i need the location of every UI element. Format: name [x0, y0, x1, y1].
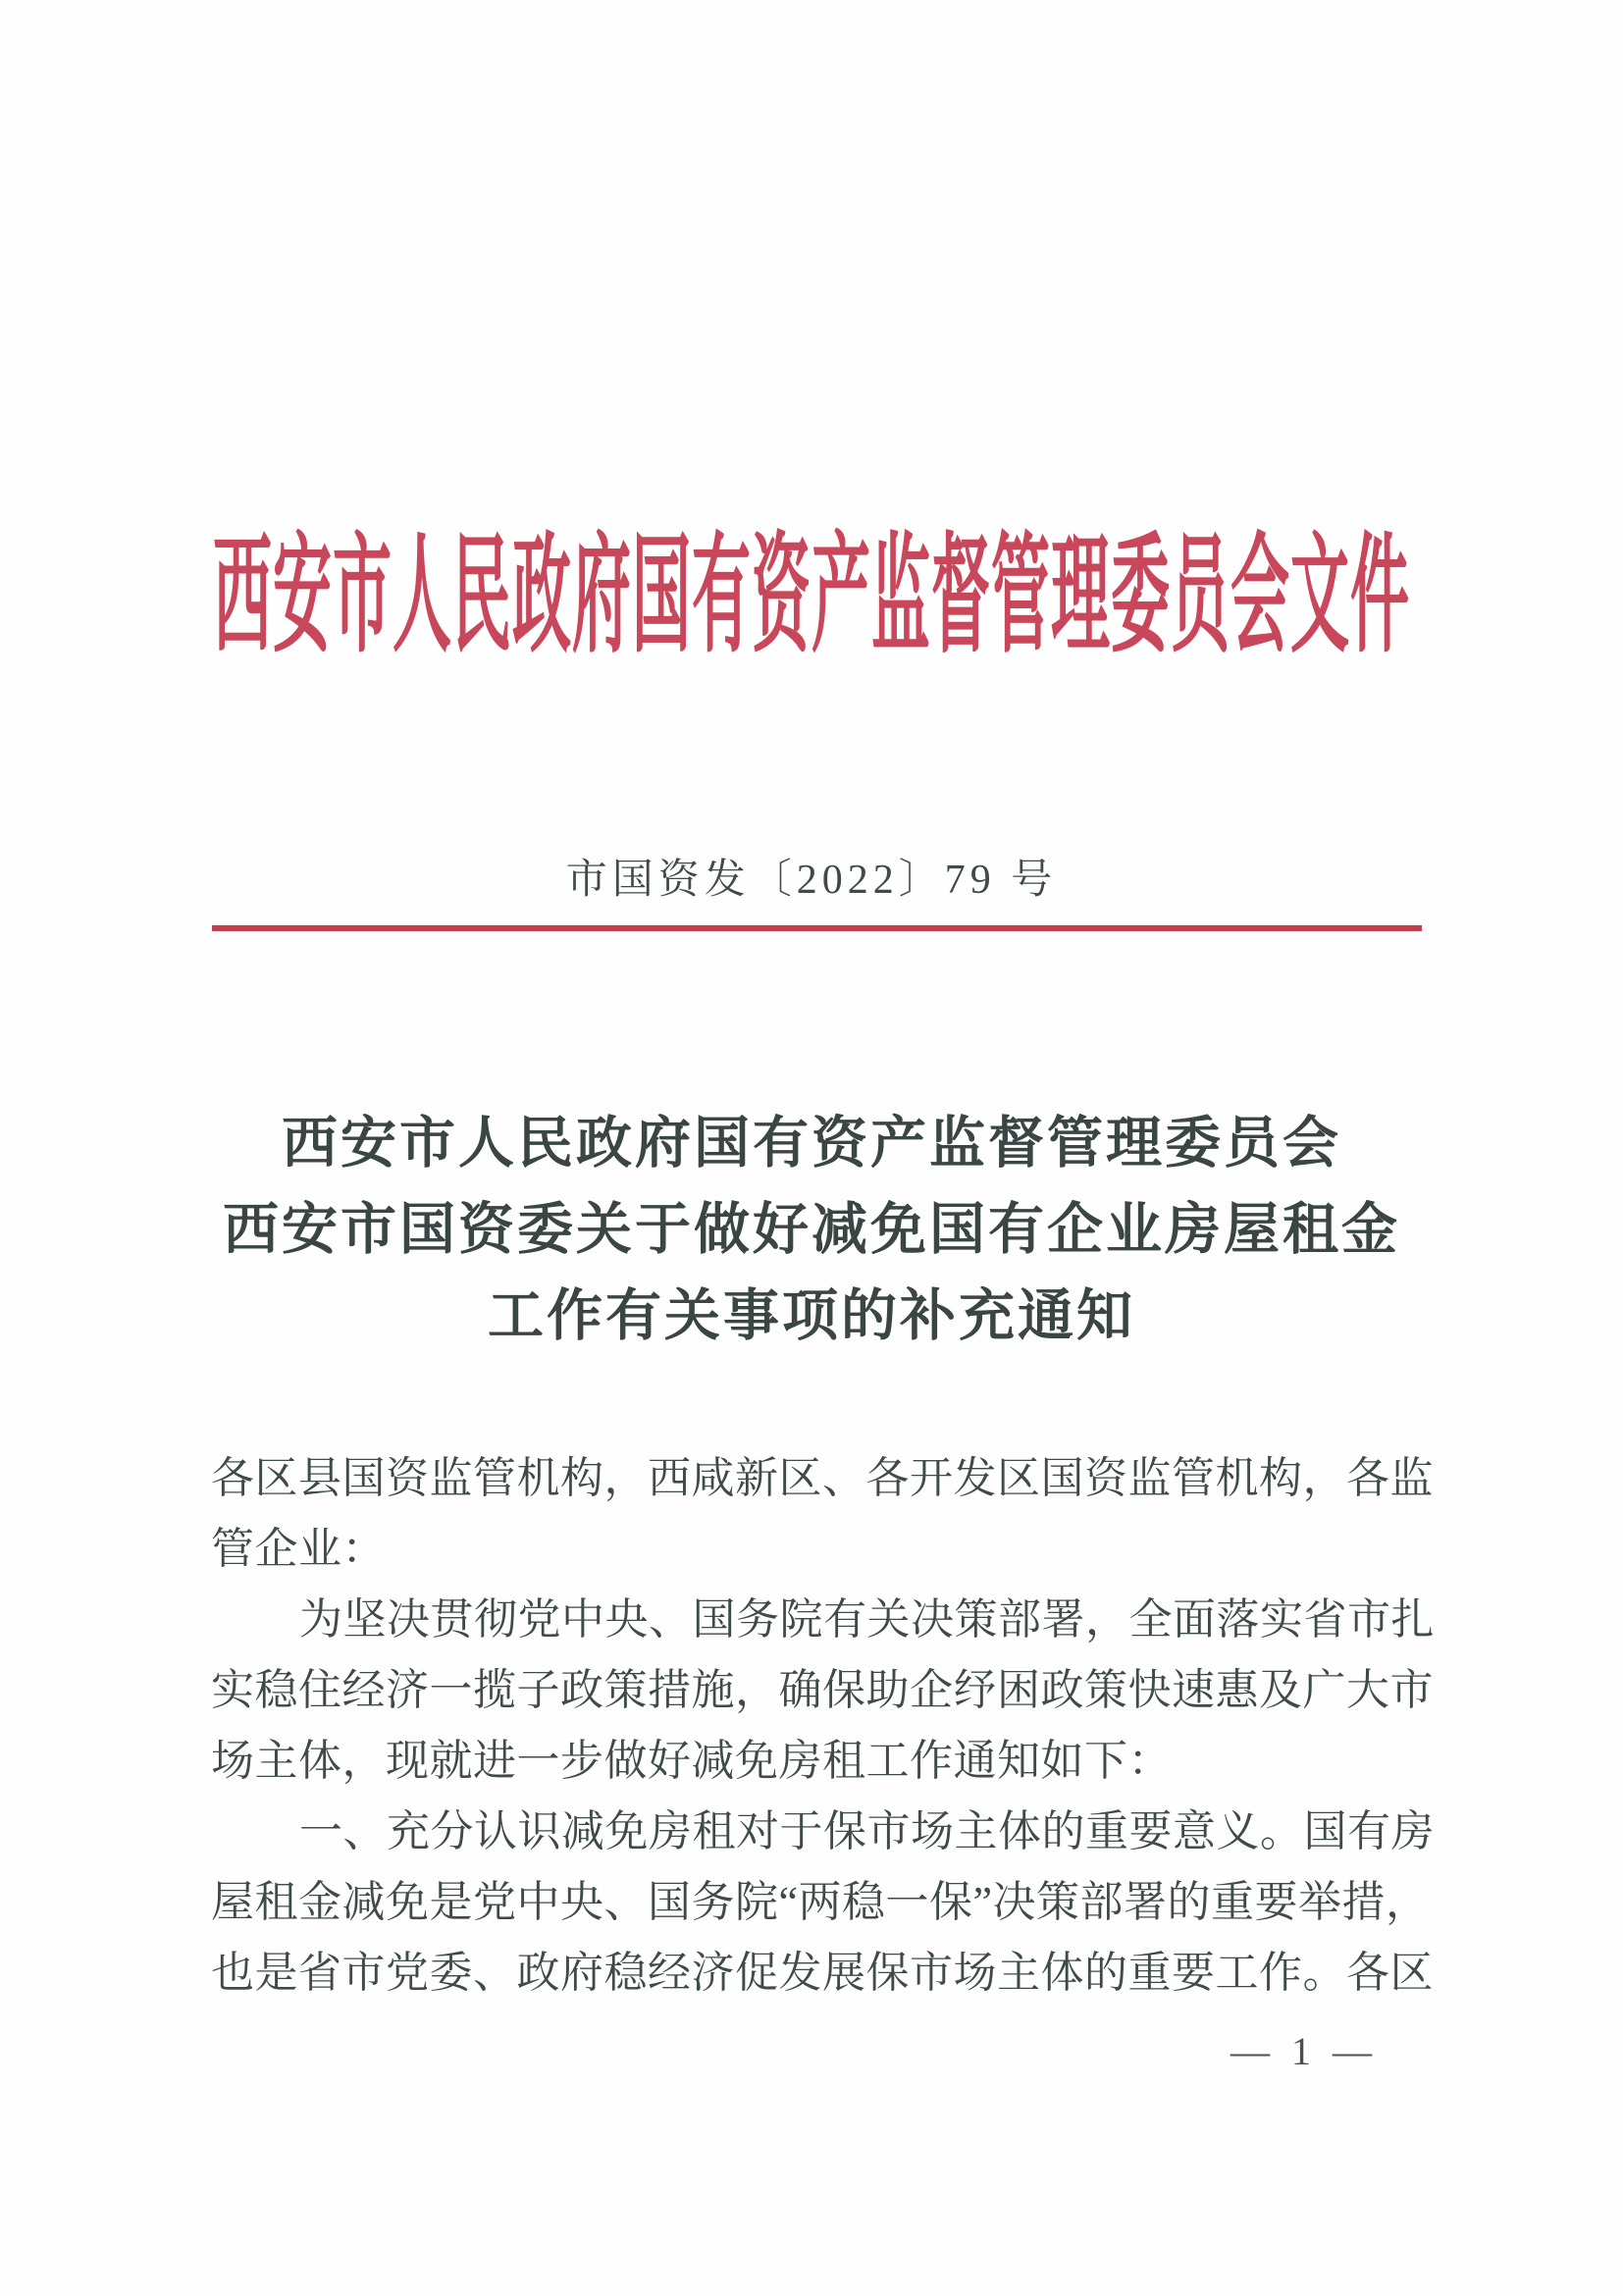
- body-line-section-1-cont-2: 也是省市党委、政府稳经济促发展保市场主体的重要工作。各区: [211, 1949, 1434, 1997]
- letterhead-title: 西安市人民政府国有资产监督管理委员会文件: [213, 525, 1410, 668]
- body-line-paragraph-1-cont: 实稳住经济一揽子政策措施，确保助企纾困政策快速惠及广大市: [211, 1666, 1434, 1714]
- body-line-salutation-1: 各区县国资监管机构，西咸新区、各开发区国资监管机构，各监: [211, 1454, 1434, 1502]
- letterhead-divider-line: [212, 925, 1422, 931]
- document-title-line-1: 西安市人民政府国有资产监督管理委员会: [282, 1113, 1341, 1174]
- body-line-salutation-2: 管企业：: [211, 1525, 386, 1573]
- body-line-section-1-start: 一、充分认识减免房租对于保市场主体的重要意义。国有房: [299, 1807, 1435, 1855]
- body-line-section-1-cont: 屋租金减免是党中央、国务院“两稳一保”决策部署的重要举措，: [211, 1878, 1430, 1926]
- body-line-paragraph-1-start: 为坚决贯彻党中央、国务院有关决策部署，全面落实省市扎: [299, 1595, 1435, 1644]
- body-line-paragraph-1-end: 场主体，现就进一步做好减免房租工作通知如下：: [211, 1737, 1172, 1785]
- page-number: — 1 —: [1230, 2029, 1378, 2073]
- document-number: 市国资发〔2022〕79 号: [565, 858, 1058, 903]
- document-title: [0, 1101, 1623, 1360]
- document-title-line-2: 西安市国资委关于做好减免国有企业房屋租金: [223, 1199, 1400, 1261]
- document-title-line-3: 工作有关事项的补充通知: [488, 1285, 1135, 1347]
- document-body: [211, 1443, 1435, 2009]
